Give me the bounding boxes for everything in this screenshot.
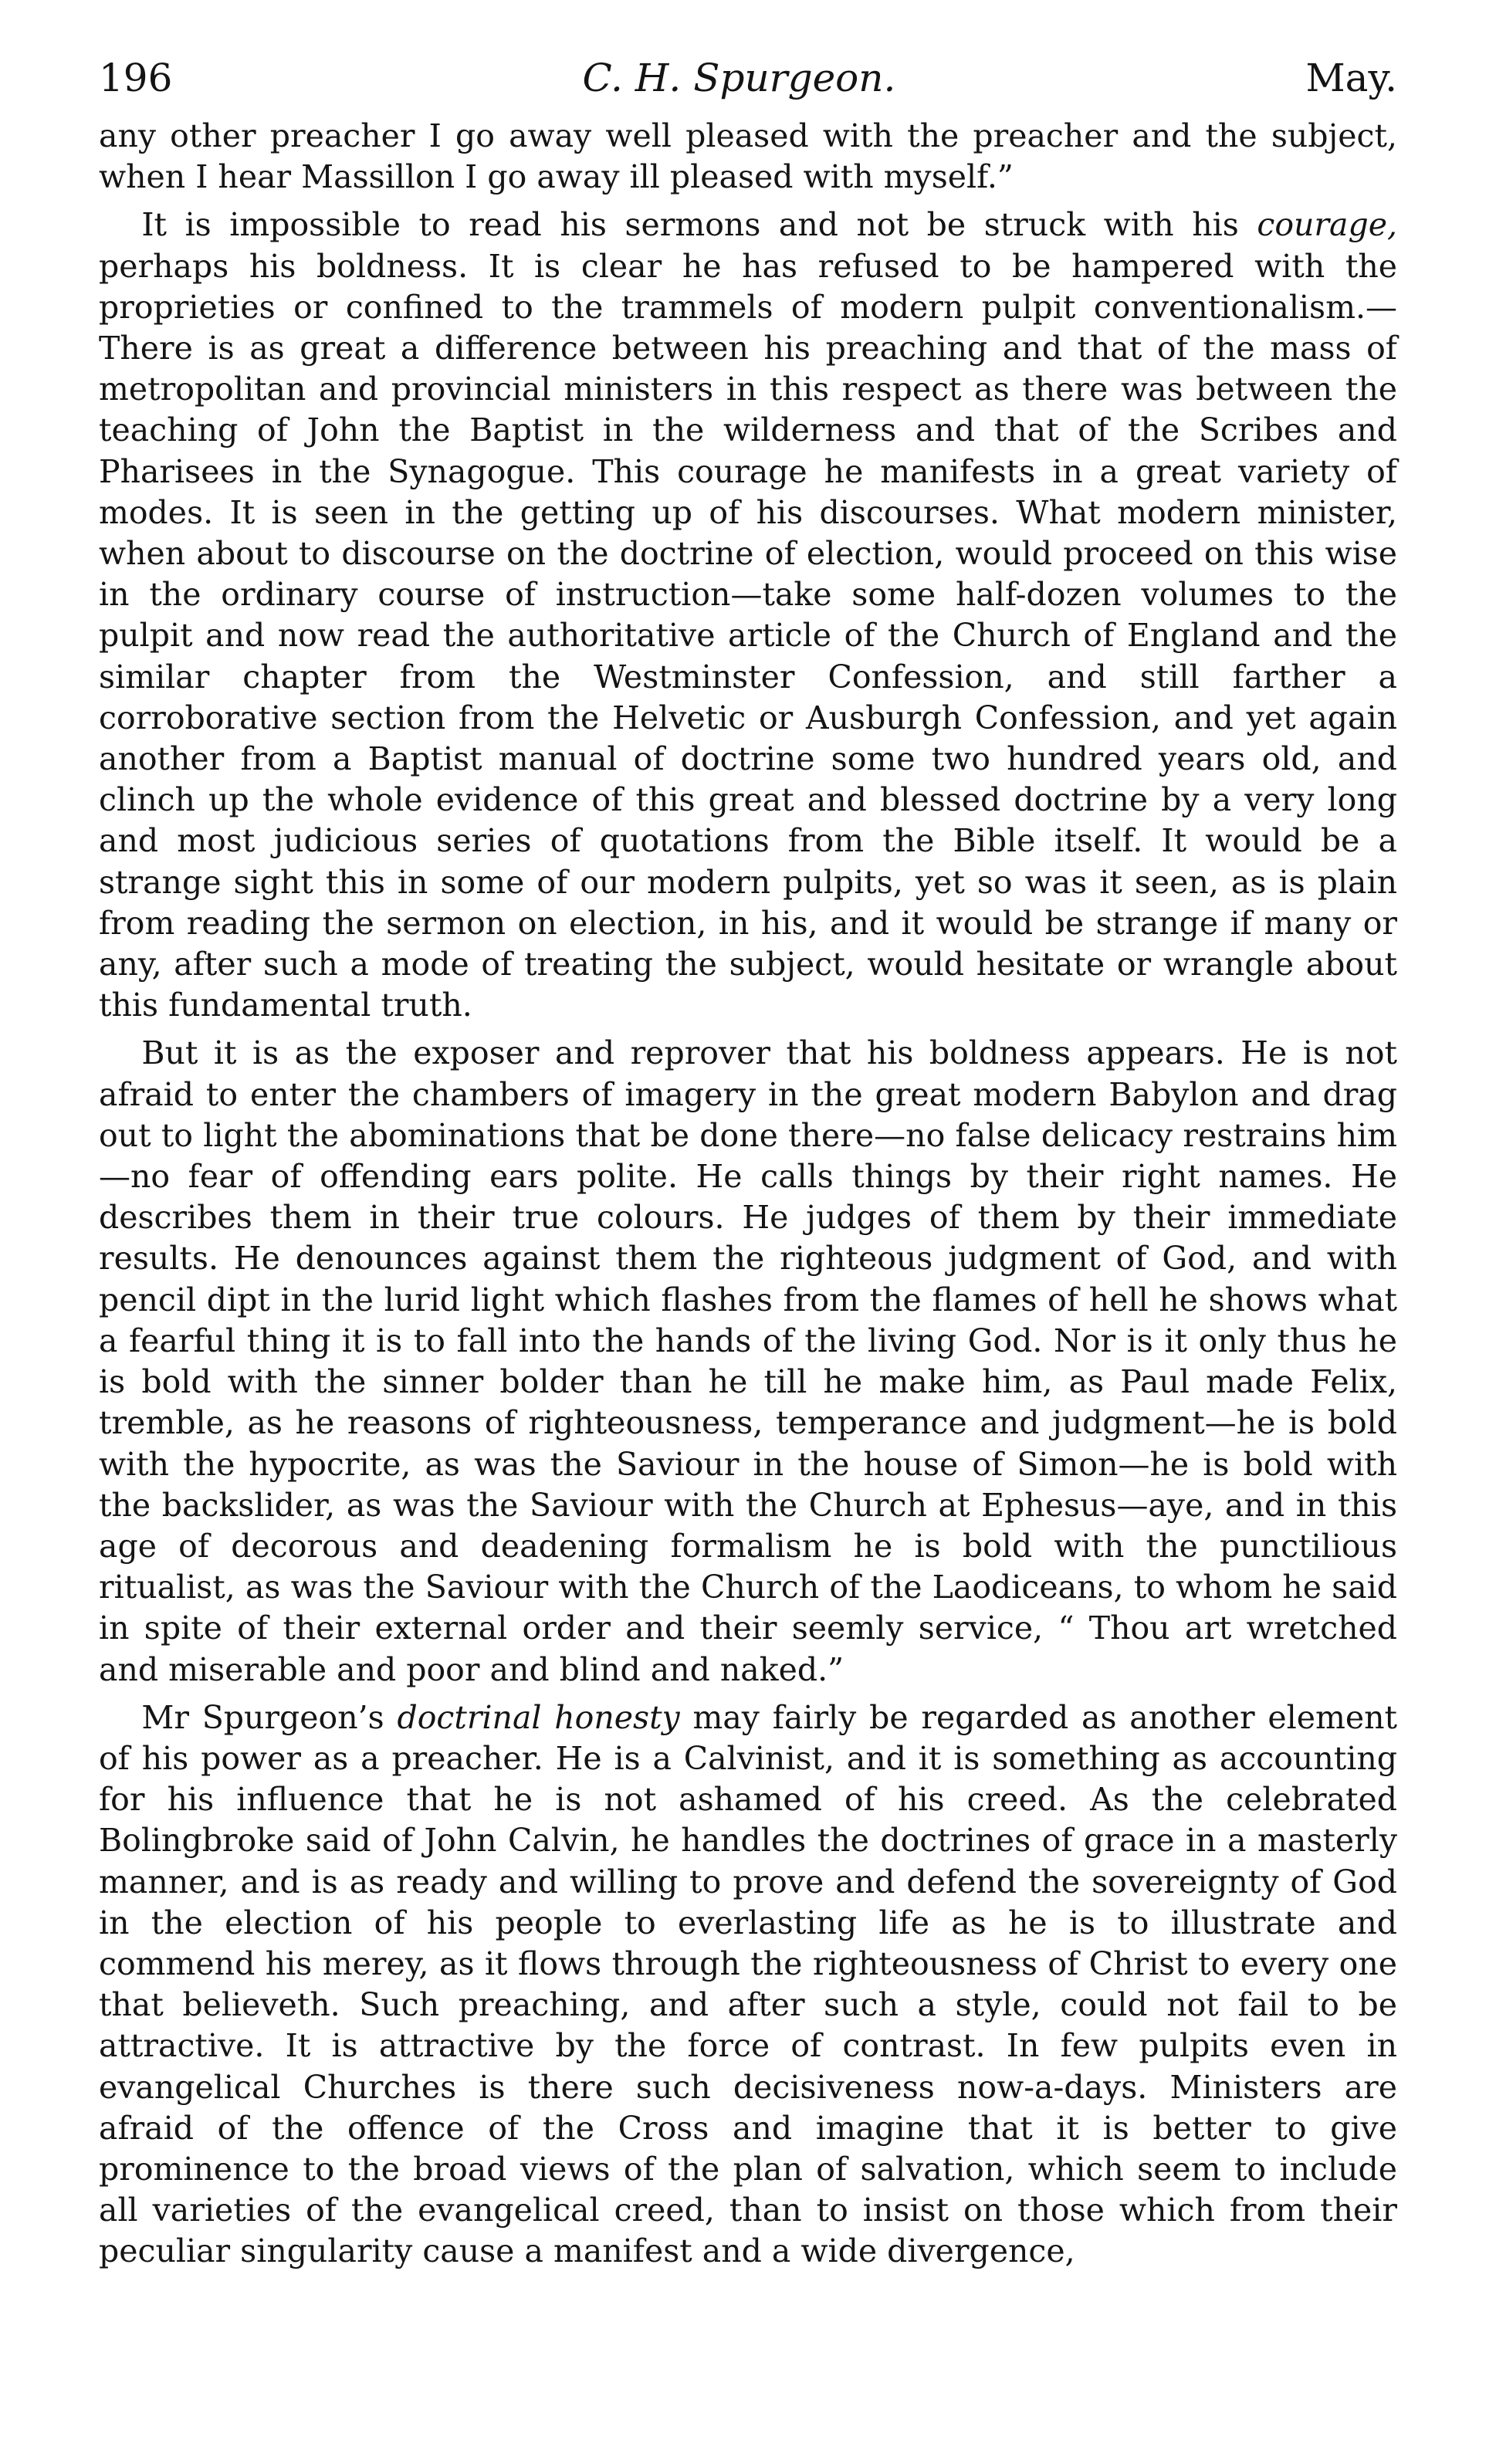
paragraph bbox=[99, 205, 1397, 1026]
paragraph-text: any other preacher I go away well pleased with the preacher and the subject, when I hear Massillon I go away ill pleased with myself.” bbox=[99, 117, 1397, 196]
page-number: 196 bbox=[99, 56, 173, 100]
running-month: May. bbox=[1305, 56, 1397, 100]
running-title: C. H. Spurgeon. bbox=[582, 56, 896, 100]
paragraph-text: may fairly be regarded as another element of his power as a preacher. He is a Calvinist, and it is something as accounting for his influence that he is not ashamed of his creed. As the celebrated Bolingbroke said of John Calvin, he handles the doctrines of grace in a masterly manner, and is as ready and willing to prove and defend the sovereignty of God in the election of his people to everlasting life as he is to illustrate and commend his merey, as it flows through the righteousness of Christ to every one that believeth. Such preaching, and after such a style, could not fail to be attractive. It is attractive by the force of contrast. In few pulpits even in evangelical Churches is there such decisiveness now-a-days. Ministers are afraid of the offence of the Cross and imagine that it is better to give prominence to the broad views of the plan of salvation, which seem to include all varieties of the evangelical creed, than to insist on those which from their peculiar singularity cause a manifest and a wide divergence, bbox=[99, 1698, 1397, 2270]
book-page bbox=[99, 54, 1397, 2273]
running-header bbox=[99, 54, 1397, 102]
paragraph-text: It is impossible to read his sermons and not be struck with his bbox=[141, 206, 1257, 244]
paragraph-text: Mr Spurgeon’s bbox=[141, 1698, 398, 1736]
body-text bbox=[99, 116, 1397, 2273]
paragraph bbox=[99, 1033, 1397, 1690]
paragraph-text: perhaps his boldness. It is clear he has refused to be hampered with the proprieties or confined to the trammels of modern pulpit conventionalism.—There is as great a difference between his preaching and that of the mass of metropolitan and provincial ministers in this respect as there was between the teaching of John the Baptist in the wilderness and that of the Scribes and Pharisees in the Synagogue. This courage he manifests in a great variety of modes. It is seen in the getting up of his discourses. What modern minister, when about to discourse on the doctrine of election, would proceed on this wise in the ordinary course of instruction—take some half-dozen volumes to the pulpit and now read the authoritative article of the Church of England and the similar chapter from the Westminster Confession, and still farther a corroborative section from the Helvetic or Ausburgh Confession, and yet again another from a Baptist manual of doctrine some two hundred years old, and clinch up the whole evidence of this great and blessed doctrine by a very long and most judicious series of quotations from the Bible itself. It would be a strange sight this in some of our modern pulpits, yet so was it seen, as is plain from reading the sermon on election, in his, and it would be strange if many or any, after such a mode of treating the subject, would hesitate or wrangle about this fundamental truth. bbox=[99, 247, 1397, 1024]
emphasis-text: courage, bbox=[1257, 206, 1397, 244]
paragraph-text: But it is as the exposer and reprover that his boldness appears. He is not afraid to enter the chambers of imagery in the great modern Babylon and drag out to light the abominations that be done there—no false delicacy restrains him—no fear of offending ears polite. He calls things by their right names. He describes them in their true colours. He judges of them by their immediate results. He denounces against them the righteous judgment of God, and with pencil dipt in the lurid light which flashes from the flames of hell he shows what a fearful thing it is to fall into the hands of the living God. Nor is it only thus he is bold with the sinner bolder than he till he make him, as Paul made Felix, tremble, as he reasons of righteousness, temperance and judgment—he is bold with the hypocrite, as was the Saviour in the house of Simon—he is bold with the backslider, as was the Saviour with the Church at Ephesus—aye, and in this age of decorous and deadening formalism he is bold with the punctilious ritualist, as was the Saviour with the Church of the Laodiceans, to whom he said in spite of their external order and their seemly service, “ Thou art wretched and miserable and poor and blind and naked.” bbox=[99, 1034, 1397, 1688]
emphasis-text: doctrinal honesty bbox=[397, 1698, 680, 1736]
paragraph bbox=[99, 116, 1397, 198]
paragraph bbox=[99, 1697, 1397, 2273]
